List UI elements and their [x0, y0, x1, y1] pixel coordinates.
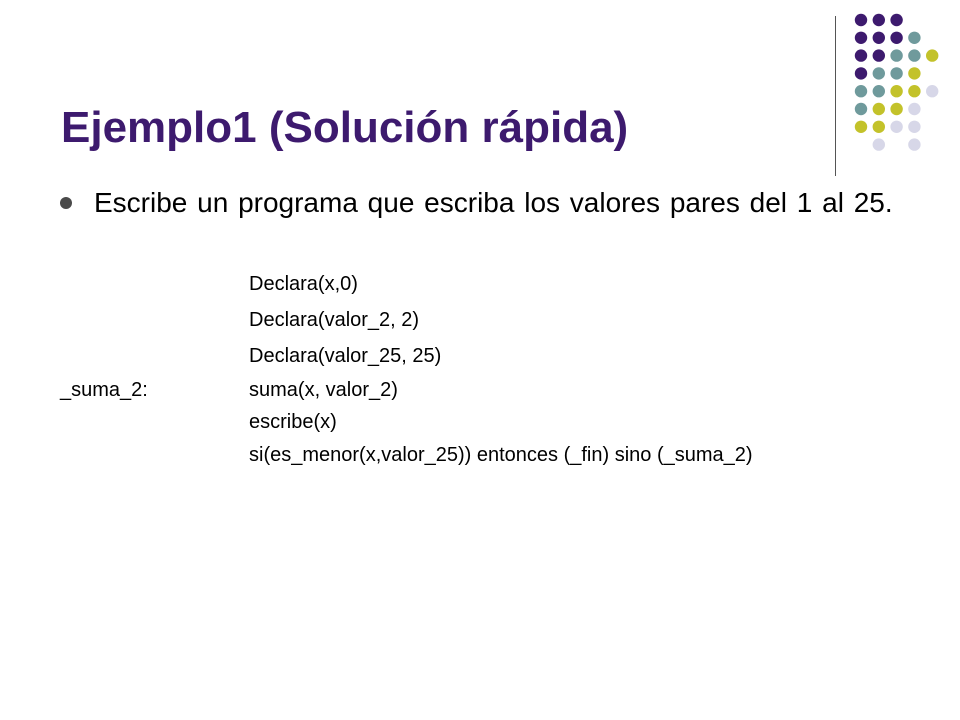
decorative-dot-teal — [908, 32, 920, 44]
decorative-dot-yellow — [855, 121, 867, 133]
vertical-divider — [835, 16, 836, 176]
decorative-dot-yellow — [873, 103, 885, 115]
decorative-dot-purple — [873, 14, 885, 26]
decorative-dot-yellow — [873, 121, 885, 133]
decorative-dot-purple — [855, 49, 867, 61]
bullet-text: Escribe un programa que escriba los valores pares del 1 al 25. — [94, 187, 893, 218]
decorative-dot-teal — [908, 49, 920, 61]
decorative-dot-teal — [873, 85, 885, 97]
decorative-dot-purple — [873, 49, 885, 61]
code-line-si: si(es_menor(x,valor_25)) entonces (_fin) sino (_suma_2) — [249, 444, 753, 466]
code-line-declara-valor-25: Declara(valor_25, 25) — [249, 345, 442, 367]
decorative-dot-teal — [855, 103, 867, 115]
decorative-dot-purple — [890, 14, 902, 26]
code-line-declara-x: Declara(x,0) — [249, 273, 358, 295]
code-label-suma-2: _suma_2: — [60, 379, 148, 401]
bullet-icon — [60, 197, 72, 209]
decorative-dot-lavender — [890, 121, 902, 133]
decorative-dot-yellow — [890, 103, 902, 115]
decorative-dot-teal — [855, 85, 867, 97]
decorative-dot-purple — [873, 32, 885, 44]
decorative-dot-yellow — [890, 85, 902, 97]
decorative-dot-purple — [855, 67, 867, 79]
decorative-dot-lavender — [873, 138, 885, 150]
decorative-dot-yellow — [926, 49, 938, 61]
code-line-declara-valor-2: Declara(valor_2, 2) — [249, 309, 420, 331]
decorative-dot-purple — [855, 32, 867, 44]
decorative-dot-lavender — [908, 138, 920, 150]
decorative-dot-yellow — [908, 67, 920, 79]
decorative-dot-yellow — [908, 85, 920, 97]
decorative-dot-teal — [890, 49, 902, 61]
decorative-dot-lavender — [908, 121, 920, 133]
decorative-dot-lavender — [926, 85, 938, 97]
decorative-dot-purple — [855, 14, 867, 26]
decorative-dot-lavender — [908, 103, 920, 115]
decorative-dot-teal — [890, 67, 902, 79]
code-line-escribe: escribe(x) — [249, 411, 337, 433]
decorative-dot-purple — [890, 32, 902, 44]
decorative-dot-teal — [873, 67, 885, 79]
code-line-suma: suma(x, valor_2) — [249, 379, 398, 401]
slide-title: Ejemplo1 (Solución rápida) — [61, 103, 629, 152]
